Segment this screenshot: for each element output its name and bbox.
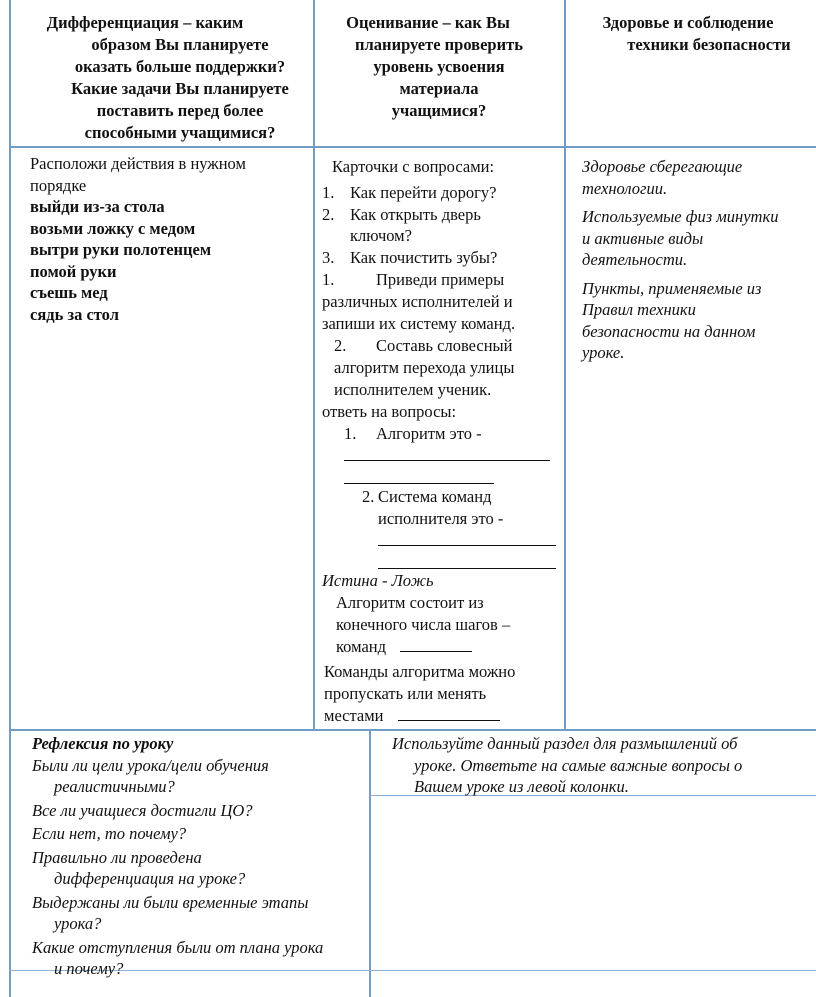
answer-blank[interactable] [344, 445, 550, 461]
header-line: Здоровье и соблюдение [602, 13, 774, 32]
health-text: Используемые физ минутки [582, 207, 779, 226]
health-text: безопасности на данном [582, 321, 756, 341]
reflection-question: урока? [54, 914, 102, 933]
task-text: алгоритм перехода улицы [334, 358, 515, 377]
answer-blank[interactable] [400, 636, 472, 652]
step-item: вытри руки полотенцем [30, 240, 212, 259]
step-item: выйди из-за стола [30, 197, 165, 216]
answer-item: Алгоритм это - [376, 424, 482, 443]
task-text: исполнителем ученик. [334, 380, 492, 399]
task-number: 2. [334, 336, 347, 355]
header-line: техники безопасности [627, 35, 791, 54]
answer-item: исполнителя это - [378, 509, 504, 528]
header-line: Какие задачи Вы планируете [71, 79, 289, 98]
instruction-line: Расположи действия в нужном [30, 154, 246, 173]
step-item: сядь за стол [30, 304, 119, 324]
truefalse-statement: конечного числа шагов – [336, 615, 511, 634]
header-line: поставить перед более [96, 101, 264, 120]
truefalse-statement: Алгоритм состоит из [336, 593, 484, 612]
step-item: помой руки [30, 261, 117, 281]
question-number: 1. [322, 183, 335, 202]
truefalse-statement: Команды алгоритма можно [324, 662, 516, 681]
reflection-question: реалистичными? [54, 777, 175, 796]
answer-number: 1. [344, 424, 357, 443]
task-number: 1. [322, 270, 335, 289]
truefalse-statement: местами [324, 706, 384, 725]
header-line: учащимися? [391, 101, 487, 120]
reflection-question: Выдержаны ли были временные этапы [32, 892, 309, 912]
question-item: Как перейти дорогу? [350, 183, 497, 202]
answer-blank[interactable] [378, 530, 556, 546]
answer-number: 2. [362, 487, 375, 506]
header-line: уровень усвоения [373, 57, 505, 76]
reflection-question: Какие отступления были от плана урока [32, 937, 324, 957]
instruction-line: порядке [30, 175, 87, 195]
header-line: материала [399, 79, 479, 98]
step-item: возьми ложку с медом [30, 218, 196, 238]
header-line: образом Вы планируете [91, 35, 269, 54]
reflection-answer-area[interactable] [371, 797, 816, 969]
header-differentiation [40, 12, 320, 144]
content-bottom-border [9, 729, 816, 731]
instruction-line: Используйте данный раздел для размышлений об [392, 734, 738, 753]
health-text: Пункты, применяемые из [582, 278, 762, 298]
header-bottom-border [9, 146, 816, 148]
answer-item: Система команд [378, 487, 492, 506]
question-item: Как почистить зубы? [350, 248, 498, 267]
header-assessment [326, 12, 552, 122]
header-line: Дифференциация – каким [46, 13, 244, 32]
question-item: ключом? [350, 226, 412, 245]
answer-blank[interactable] [378, 553, 556, 569]
cards-title: Карточки с вопросами: [332, 157, 495, 176]
header-line: планируете проверить [355, 35, 523, 54]
reflection-question: Все ли учащиеся достигли ЦО? [32, 800, 253, 820]
reflection-question: Правильно ли проведена [32, 847, 202, 867]
health-text: уроке. [582, 343, 625, 362]
health-text: деятельности. [582, 250, 688, 269]
instruction-line: уроке. Ответьте на самые важные вопросы о [414, 755, 743, 775]
task-text: Составь словесный [376, 336, 513, 355]
health-text: Правил техники [582, 300, 696, 319]
truefalse-statement: пропускать или менять [324, 684, 487, 703]
reflection-question: дифференциация на уроке? [54, 869, 246, 888]
table-border-left [9, 0, 11, 997]
instruction-line: Вашем уроке из левой колонки. [414, 777, 629, 796]
health-text: и активные виды [582, 228, 704, 248]
task-text: Приведи примеры [376, 270, 505, 289]
answer-blank[interactable] [344, 468, 494, 484]
question-number: 2. [322, 205, 335, 224]
reflection-questions [32, 733, 368, 980]
header-line: способными учащимися? [84, 123, 276, 142]
assessment-cell [318, 156, 562, 728]
task-text: запиши их систему команд. [322, 314, 516, 333]
reflection-question: и почему? [54, 959, 124, 978]
step-item: съешь мед [30, 283, 108, 302]
reflection-title: Рефлексия по уроку [32, 734, 174, 753]
health-cell [582, 156, 814, 364]
truefalse-statement: команд [336, 637, 386, 656]
reflection-instruction [392, 733, 812, 798]
reflection-question: Были ли цели урока/цели обучения [32, 755, 269, 775]
question-number: 3. [322, 248, 335, 267]
truefalse-title: Истина - Ложь [322, 571, 434, 590]
health-text: Здоровье сберегающие [582, 157, 743, 176]
header-health [580, 12, 810, 56]
differentiation-cell [30, 153, 312, 325]
question-item: Как открыть дверь [350, 205, 481, 224]
header-line: оказать больше поддержки? [74, 57, 286, 76]
answer-blank[interactable] [398, 705, 500, 721]
answer-prompt: ответь на вопросы: [322, 402, 457, 421]
header-line: Оценивание – как Вы [346, 13, 510, 32]
task-text: различных исполнителей и [322, 292, 513, 311]
reflection-question: Если нет, то почему? [32, 824, 187, 843]
column-divider-2 [564, 0, 566, 730]
health-text: технологии. [582, 178, 668, 198]
